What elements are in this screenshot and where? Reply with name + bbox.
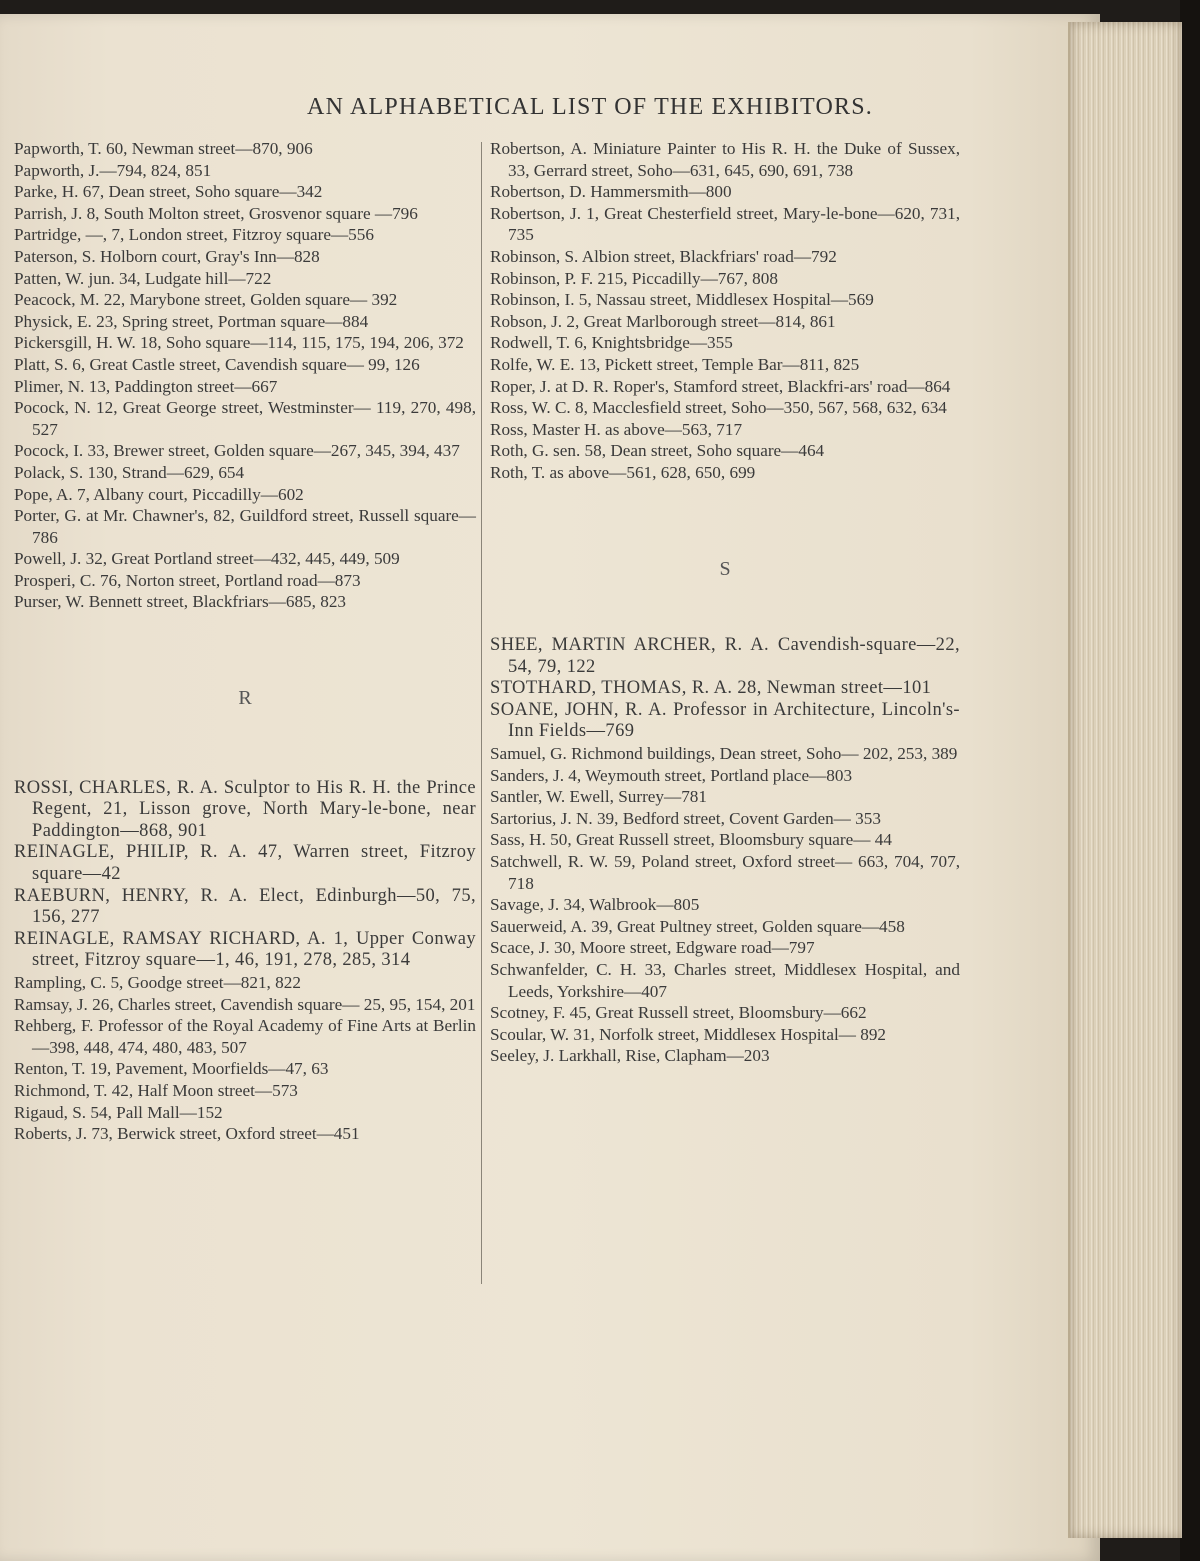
list-item: Paterson, S. Holborn court, Gray's Inn—828 — [14, 246, 320, 266]
list-item: Papworth, J.—794, 824, 851 — [14, 160, 212, 180]
list-item: Sass, H. 50, Great Russell street, Bloomsbury square— 44 — [490, 830, 892, 850]
list-item: ROSSI, CHARLES, R. A. Sculptor to His R. H. the Prince Regent, 21, Lisson grove, North Mary-le-bone, near Paddington—868, 901 — [14, 777, 476, 841]
list-item: Platt, S. 6, Great Castle street, Cavendish square— 99, 126 — [14, 354, 420, 374]
list-item: Savage, J. 34, Walbrook—805 — [490, 895, 700, 915]
list-item: Rodwell, T. 6, Knightsbridge—355 — [490, 333, 733, 353]
p-entries — [14, 138, 476, 613]
page-edges — [1068, 22, 1182, 1538]
spacer — [14, 710, 476, 778]
list-item: Partridge, —, 7, London street, Fitzroy square—556 — [14, 225, 374, 245]
spacer — [490, 484, 960, 559]
list-item: Schwanfelder, C. H. 33, Charles street, Middlesex Hospital, and Leeds, Yorkshire—407 — [490, 960, 960, 1001]
list-item: Polack, S. 130, Strand—629, 654 — [14, 462, 245, 482]
list-item: Scotney, F. 45, Great Russell street, Bloomsbury—662 — [490, 1003, 867, 1023]
list-item: Robinson, P. F. 215, Piccadilly—767, 808 — [490, 268, 778, 288]
r-academician-entries — [14, 778, 476, 972]
right-column — [490, 138, 960, 1067]
list-item: Robinson, I. 5, Nassau street, Middlesex Hospital—569 — [490, 290, 874, 310]
list-item: SHEE, MARTIN ARCHER, R. A. Cavendish-square—22, 54, 79, 122 — [490, 635, 960, 677]
list-item: Rolfe, W. E. 13, Pickett street, Temple Bar—811, 825 — [490, 354, 860, 374]
list-item: Santler, W. Ewell, Surrey—781 — [490, 787, 707, 807]
list-item: Robertson, A. Miniature Painter to His R. H. the Duke of Sussex, 33, Gerrard street, Soho—631, 645, 690, 691, 738 — [490, 139, 960, 180]
list-item: Robson, J. 2, Great Marlborough street—814, 861 — [490, 311, 836, 331]
list-item: Satchwell, R. W. 59, Poland street, Oxford street— 663, 704, 707, 718 — [490, 852, 960, 893]
list-item: Sanders, J. 4, Weymouth street, Portland place—803 — [490, 765, 853, 785]
list-item: REINAGLE, RAMSAY RICHARD, A. 1, Upper Conway street, Fitzroy square—1, 46, 191, 278, 285, 314 — [14, 928, 476, 971]
list-item: Pocock, N. 12, Great George street, Westminster— 119, 270, 498, 527 — [14, 398, 476, 439]
list-item: Purser, W. Bennett street, Blackfriars—685, 823 — [14, 592, 347, 612]
list-item: Physick, E. 23, Spring street, Portman square—884 — [14, 311, 369, 331]
list-item: Robinson, S. Albion street, Blackfriars' road—792 — [490, 246, 837, 266]
s-entries — [490, 743, 960, 1067]
list-item: Seeley, J. Larkhall, Rise, Clapham—203 — [490, 1046, 770, 1066]
r-entries-continued — [490, 138, 960, 484]
list-item: Roper, J. at D. R. Roper's, Stamford street, Blackfri-ars' road—864 — [490, 376, 951, 396]
page-header: AN ALPHABETICAL LIST OF THE EXHIBITORS. — [307, 94, 873, 120]
list-item: Rigaud, S. 54, Pall Mall—152 — [14, 1102, 223, 1122]
list-item: Rampling, C. 5, Goodge street—821, 822 — [14, 973, 301, 992]
list-item: Robertson, D. Hammersmith—800 — [490, 182, 732, 202]
list-item: Patten, W. jun. 34, Ludgate hill—722 — [14, 268, 272, 288]
list-item: Papworth, T. 60, Newman street—870, 906 — [14, 139, 313, 158]
list-item: Roth, G. sen. 58, Dean street, Soho square—464 — [490, 441, 825, 461]
list-item: Ross, Master H. as above—563, 717 — [490, 419, 743, 439]
list-item: Powell, J. 32, Great Portland street—432, 445, 449, 509 — [14, 549, 400, 569]
list-item: Ross, W. C. 8, Macclesfield street, Soho—350, 567, 568, 632, 634 — [490, 398, 947, 418]
list-item: Peacock, M. 22, Marybone street, Golden square— 392 — [14, 290, 398, 310]
list-item: STOTHARD, THOMAS, R. A. 28, Newman street—101 — [490, 678, 932, 699]
list-item: Samuel, G. Richmond buildings, Dean street, Soho— 202, 253, 389 — [490, 744, 958, 764]
column-rule — [481, 142, 482, 1284]
spacer — [490, 580, 960, 635]
list-item: Sartorius, J. N. 39, Bedford street, Covent Garden— 353 — [490, 808, 881, 828]
list-item: Pocock, I. 33, Brewer street, Golden square—267, 345, 394, 437 — [14, 441, 460, 461]
list-item: Parke, H. 67, Dean street, Soho square—342 — [14, 182, 323, 202]
list-item: Pickersgill, H. W. 18, Soho square—114, 115, 175, 194, 206, 372 — [14, 333, 464, 353]
list-item: REINAGLE, PHILIP, R. A. 47, Warren street, Fitzroy square—42 — [14, 842, 476, 885]
list-item: RAEBURN, HENRY, R. A. Elect, Edinburgh—50, 75, 156, 277 — [14, 885, 476, 928]
list-item: Rehberg, F. Professor of the Royal Academy of Fine Arts at Berlin—398, 448, 474, 480, 483, 507 — [14, 1016, 476, 1057]
list-item: Scoular, W. 31, Norfolk street, Middlesex Hospital— 892 — [490, 1024, 887, 1044]
list-item: Porter, G. at Mr. Chawner's, 82, Guildford street, Russell square—786 — [14, 506, 476, 547]
r-entries — [14, 972, 476, 1145]
list-item: Plimer, N. 13, Paddington street—667 — [14, 376, 278, 396]
list-item: Roberts, J. 73, Berwick street, Oxford street—451 — [14, 1124, 360, 1144]
list-item: Scace, J. 30, Moore street, Edgware road—797 — [490, 938, 815, 958]
list-item: Pope, A. 7, Albany court, Piccadilly—602 — [14, 484, 304, 504]
list-item: Roth, T. as above—561, 628, 650, 699 — [490, 462, 756, 482]
spacer — [14, 613, 476, 688]
list-item: Sauerweid, A. 39, Great Pultney street, Golden square—458 — [490, 916, 905, 936]
section-letter-s: S — [719, 557, 731, 580]
list-item: SOANE, JOHN, R. A. Professor in Architecture, Lincoln's-Inn Fields—769 — [490, 699, 960, 742]
list-item: Ramsay, J. 26, Charles street, Cavendish square— 25, 95, 154, 201 — [14, 994, 476, 1014]
list-item: Prosperi, C. 76, Norton street, Portland road—873 — [14, 570, 361, 590]
list-item: Renton, T. 19, Pavement, Moorfields—47, 63 — [14, 1059, 329, 1079]
left-column — [14, 138, 476, 1145]
section-letter-r: R — [238, 687, 252, 710]
book-spine — [1180, 0, 1200, 1561]
s-academician-entries — [490, 635, 960, 743]
list-item: Richmond, T. 42, Half Moon street—573 — [14, 1080, 298, 1100]
list-item: Robertson, J. 1, Great Chesterfield street, Mary-le-bone—620, 731, 735 — [490, 203, 960, 245]
list-item: Parrish, J. 8, South Molton street, Grosvenor square —796 — [14, 203, 418, 223]
